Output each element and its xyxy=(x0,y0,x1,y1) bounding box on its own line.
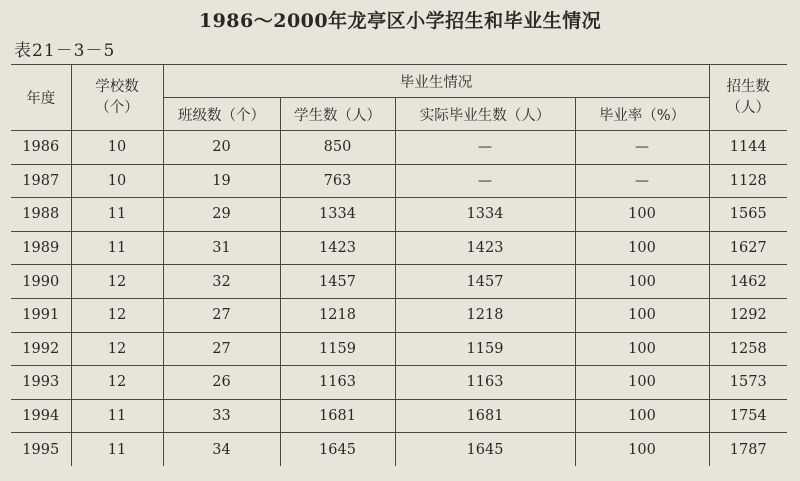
cell-actual-graduates: 1218 xyxy=(395,298,575,332)
header-schools-unit: （个） xyxy=(95,99,139,116)
cell-year: 1994 xyxy=(11,399,71,433)
table-body xyxy=(11,131,787,466)
cell-classes: 31 xyxy=(163,231,280,265)
page-title: 1986～2000年龙亭区小学招生和毕业生情况 xyxy=(198,10,602,32)
cell-graduation-rate: 100 xyxy=(575,265,709,299)
table-row xyxy=(11,198,787,232)
cell-enrollment: 1292 xyxy=(709,298,787,332)
cell-year: 1991 xyxy=(11,298,71,332)
cell-schools: 11 xyxy=(71,399,163,433)
cell-year: 1993 xyxy=(11,366,71,400)
cell-graduation-rate: 100 xyxy=(575,198,709,232)
table-row xyxy=(11,164,787,198)
cell-classes: 27 xyxy=(163,332,280,366)
cell-graduation-rate: 100 xyxy=(575,231,709,265)
header-enrollment-unit: （人） xyxy=(726,99,770,116)
cell-classes: 27 xyxy=(163,298,280,332)
cell-actual-graduates: — xyxy=(395,131,575,165)
cell-actual-graduates: 1159 xyxy=(395,332,575,366)
cell-actual-graduates: 1457 xyxy=(395,265,575,299)
cell-classes: 19 xyxy=(163,164,280,198)
cell-classes: 33 xyxy=(163,399,280,433)
header-schools xyxy=(71,65,163,131)
table-row xyxy=(11,131,787,165)
cell-actual-graduates: 1423 xyxy=(395,231,575,265)
cell-graduation-rate: 100 xyxy=(575,298,709,332)
cell-enrollment: 1258 xyxy=(709,332,787,366)
cell-graduation-rate: 100 xyxy=(575,332,709,366)
cell-year: 1992 xyxy=(11,332,71,366)
cell-actual-graduates: 1163 xyxy=(395,366,575,400)
cell-enrollment: 1144 xyxy=(709,131,787,165)
cell-schools: 11 xyxy=(71,231,163,265)
cell-year: 1989 xyxy=(11,231,71,265)
cell-classes: 32 xyxy=(163,265,280,299)
header-graduation-rate: 毕业率（%） xyxy=(575,98,709,131)
cell-graduation-rate: 100 xyxy=(575,366,709,400)
cell-students: 1334 xyxy=(280,198,395,232)
cell-classes: 26 xyxy=(163,366,280,400)
cell-enrollment: 1128 xyxy=(709,164,787,198)
cell-year: 1995 xyxy=(11,433,71,466)
cell-year: 1988 xyxy=(11,198,71,232)
cell-year: 1990 xyxy=(11,265,71,299)
header-graduate-group: 毕业生情况 xyxy=(163,65,709,98)
cell-students: 1163 xyxy=(280,366,395,400)
cell-actual-graduates: — xyxy=(395,164,575,198)
cell-students: 763 xyxy=(280,164,395,198)
cell-year: 1987 xyxy=(11,164,71,198)
header-actual-graduates: 实际毕业生数（人） xyxy=(395,98,575,131)
cell-enrollment: 1754 xyxy=(709,399,787,433)
cell-students: 850 xyxy=(280,131,395,165)
cell-classes: 34 xyxy=(163,433,280,466)
table-row xyxy=(11,298,787,332)
cell-enrollment: 1573 xyxy=(709,366,787,400)
cell-schools: 12 xyxy=(71,366,163,400)
cell-graduation-rate: — xyxy=(575,131,709,165)
cell-students: 1457 xyxy=(280,265,395,299)
header-enrollment-label: 招生数 xyxy=(726,78,770,95)
cell-graduation-rate: 100 xyxy=(575,399,709,433)
table-number: 表21－3－5 xyxy=(14,41,116,61)
cell-enrollment: 1787 xyxy=(709,433,787,466)
table-row xyxy=(11,265,787,299)
cell-students: 1681 xyxy=(280,399,395,433)
table-row xyxy=(11,332,787,366)
cell-actual-graduates: 1681 xyxy=(395,399,575,433)
table-row xyxy=(11,433,787,466)
cell-schools: 12 xyxy=(71,332,163,366)
cell-year: 1986 xyxy=(11,131,71,165)
cell-schools: 10 xyxy=(71,131,163,165)
cell-students: 1645 xyxy=(280,433,395,466)
cell-students: 1423 xyxy=(280,231,395,265)
header-classes: 班级数（个） xyxy=(163,98,280,131)
header-schools-label: 学校数 xyxy=(95,78,139,95)
header-students: 学生数（人） xyxy=(280,98,395,131)
table-row xyxy=(11,366,787,400)
cell-classes: 20 xyxy=(163,131,280,165)
cell-schools: 12 xyxy=(71,265,163,299)
cell-schools: 11 xyxy=(71,198,163,232)
cell-actual-graduates: 1334 xyxy=(395,198,575,232)
header-enrollment xyxy=(709,65,787,131)
cell-graduation-rate: — xyxy=(575,164,709,198)
header-year: 年度 xyxy=(11,65,71,131)
table-row xyxy=(11,399,787,433)
cell-students: 1218 xyxy=(280,298,395,332)
enrollment-graduation-table xyxy=(11,64,787,466)
cell-enrollment: 1462 xyxy=(709,265,787,299)
cell-actual-graduates: 1645 xyxy=(395,433,575,466)
cell-classes: 29 xyxy=(163,198,280,232)
cell-schools: 11 xyxy=(71,433,163,466)
table-row xyxy=(11,231,787,265)
cell-students: 1159 xyxy=(280,332,395,366)
header-row-group xyxy=(11,65,787,98)
cell-enrollment: 1565 xyxy=(709,198,787,232)
cell-schools: 12 xyxy=(71,298,163,332)
cell-schools: 10 xyxy=(71,164,163,198)
cell-enrollment: 1627 xyxy=(709,231,787,265)
cell-graduation-rate: 100 xyxy=(575,433,709,466)
